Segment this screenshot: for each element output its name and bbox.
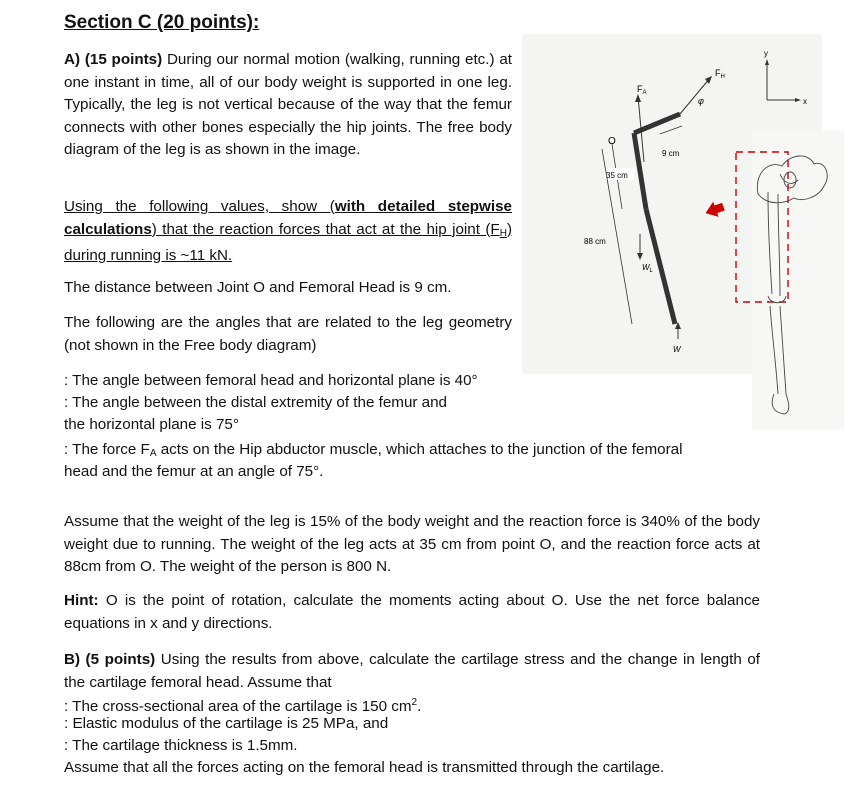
part-b-label: B) (5 points) (64, 651, 156, 668)
part-a-intro-text: During our normal motion (walking, running etc.) at one instant in time, all of our body weight is supported in one leg. Typically, the leg is not vertical because of the way that the femur connects with other bones especially the hip joints. The free body diagram of the leg is as shown in the image. (64, 51, 512, 158)
task-text-a: Using the following values, show ( (64, 198, 335, 215)
force-line-2: head and the femur at an angle of 75°. (64, 463, 324, 480)
fh-label: $F_H$ (715, 68, 725, 80)
angle-line-2b: the horizontal plane is 75° (64, 416, 239, 433)
point-o-label: O (608, 136, 616, 147)
distance-sentence: The distance between Joint O and Femoral Head is 9 cm. (64, 279, 452, 296)
dimension-9cm-label: 9 cm (662, 149, 680, 158)
task-statement (64, 196, 512, 268)
x-axis-label: x (803, 97, 807, 106)
w-label: W (673, 345, 681, 354)
part-b-line-3: : The cartilage thickness is 1.5mm. (64, 737, 298, 754)
task-text-c: ) that the reaction forces that act at the hip joint (F (151, 220, 500, 238)
part-b-closing: Assume that all the forces acting on the femoral head is transmitted through the cartilage. (64, 759, 665, 776)
hint-label: Hint: (64, 592, 99, 609)
part-b-intro-text: Using the results from above, calculate the cartilage stress and the change in length of the cartilage femoral head. Assume that (64, 651, 760, 691)
angle-line-1: : The angle between femoral head and horizontal plane is 40° (64, 372, 478, 389)
part-a-label: A) (15 points) (64, 51, 163, 68)
y-axis-label: y (764, 49, 768, 58)
task-text-bold: with detailed stepwise calculations (64, 198, 512, 238)
part-b-line-2: : Elastic modulus of the cartilage is 25 MPa, and (64, 715, 389, 732)
force-text-sub: A (149, 448, 157, 459)
assumptions-paragraph: Assume that the weight of the leg is 15% of the body weight and the reaction force is 340% of the body weight due to running. The weight of the leg acts at 35 cm from point O, and the reaction force acts at 88cm from O. The weight of the person is 800 N. (64, 513, 760, 575)
wl-label: $W_L$ (642, 263, 653, 274)
fa-label: $F_A$ (637, 84, 647, 96)
part-b-intro (64, 649, 760, 694)
angle-line-2a: : The angle between the distal extremity of the femur and (64, 394, 448, 411)
force-text-b: acts on the Hip abductor muscle, which attaches to the junction of the femoral (156, 441, 683, 458)
task-text-sub: H (499, 227, 507, 239)
task-text-d: ) during running is ~11 kN. (64, 220, 512, 264)
section-title: Section C (20 points): (64, 12, 260, 33)
skeleton-background (752, 130, 844, 430)
dimension-35cm-label: 35 cm (606, 171, 628, 180)
part-b-line-1-end: . (417, 698, 422, 716)
force-text-a: : The force F (64, 441, 150, 458)
angles-intro: The following are the angles that are related to the leg geometry (not shown in the Free body diagram) (64, 314, 512, 354)
hint-text: O is the point of rotation, calculate the moments acting about O. Use the net force balance equations in x and y directions. (64, 592, 760, 632)
hint-paragraph (64, 590, 760, 635)
part-a-intro (64, 49, 512, 162)
free-body-diagram (522, 34, 844, 434)
part-b-line-1-sup: 2 (411, 697, 418, 708)
dimension-88cm-label: 88 cm (584, 237, 606, 246)
part-b-line-1-text: : The cross-sectional area of the cartilage is 150 cm (64, 698, 412, 716)
phi-label: φ (698, 96, 704, 106)
